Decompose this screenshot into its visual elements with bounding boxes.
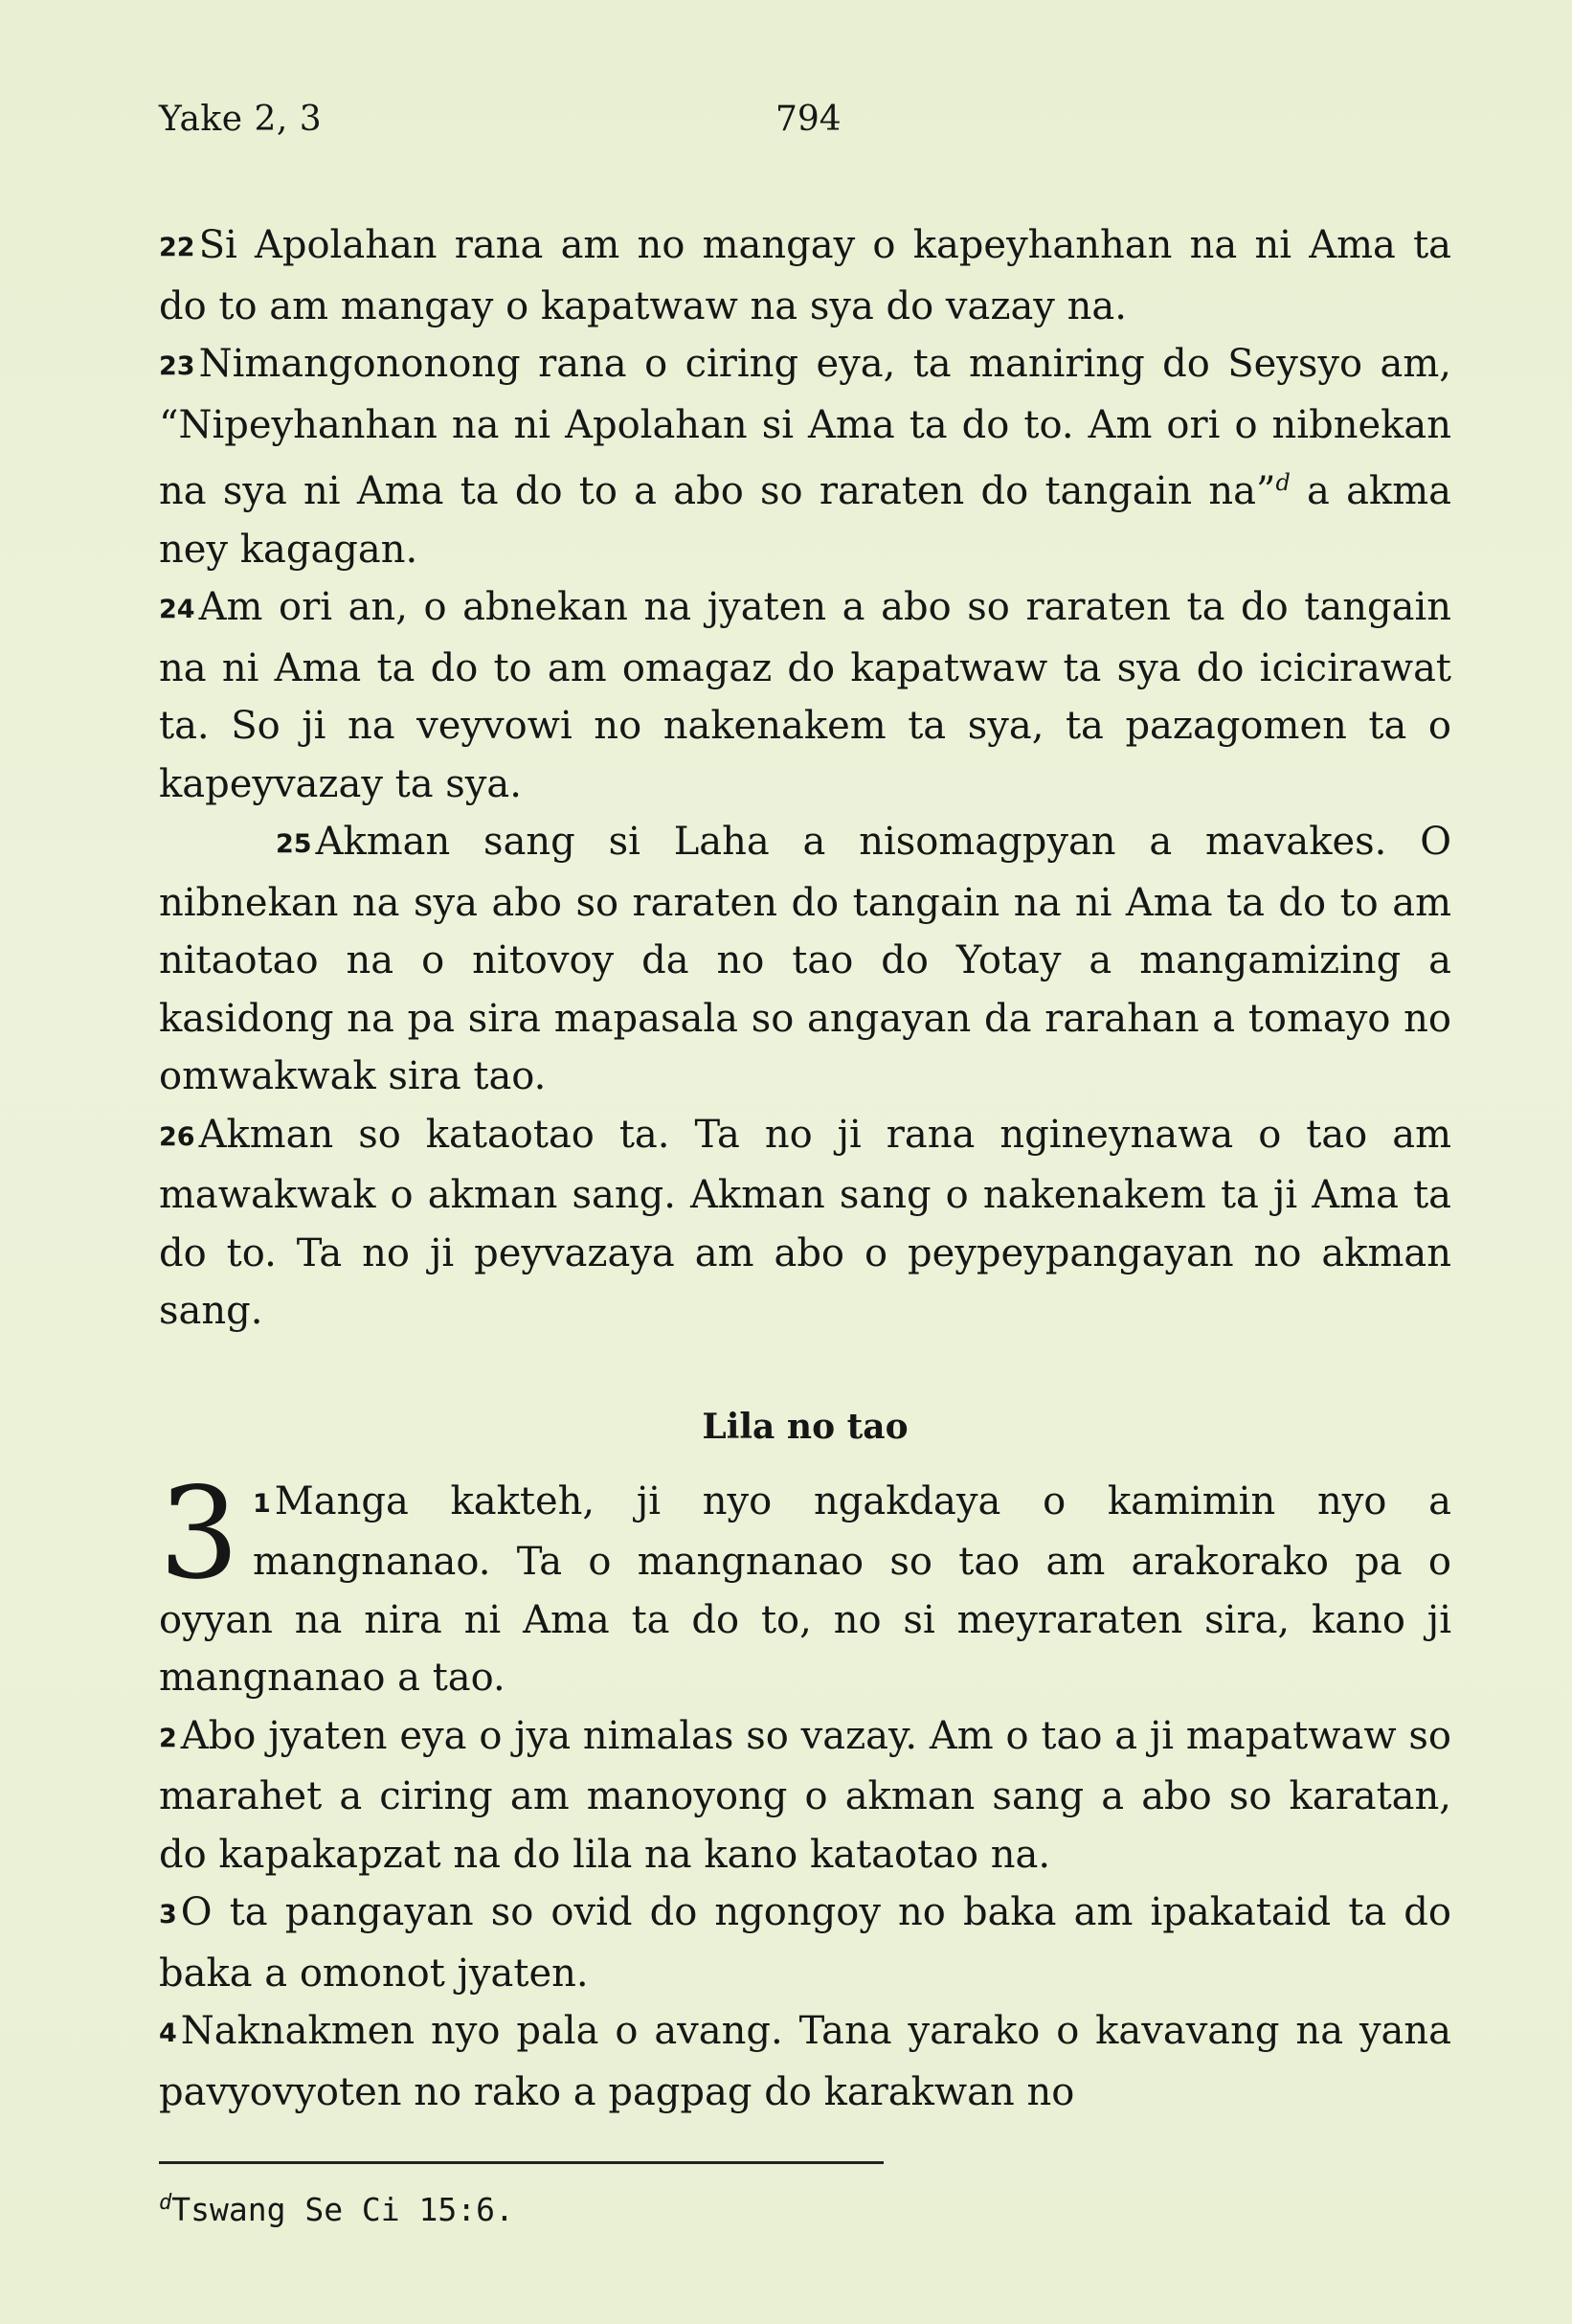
verse-number: 1 [252,1488,271,1519]
verse-number: 26 [159,1121,195,1152]
footnote-divider [159,2161,884,2164]
verse-number: 3 [159,1900,177,1929]
page-number: 794 [775,100,842,139]
verse-text: Am ori an, o abnekan na jyaten a abo so raraten ta do tangain na ni Ama ta do to am omagaz do kapatwaw ta sya do icicirawat ta. So ji na veyvowi no nakenakem ta sya, ta pazagomen ta o kapeyvazay ta sya. [159,585,1451,806]
footnote-marker[interactable]: d [1275,469,1291,496]
verse-text: O ta pangayan so ovid do ngongoy no baka am ipakataid ta do baka a omonot jyaten. [159,1890,1451,1996]
footnote [159,2191,514,2228]
verse-paragraph [159,335,1451,578]
verse-paragraph [159,1106,1451,1341]
chapter-number-dropcap: 3 [159,1459,239,1608]
verse-text: Akman sang si Laha a nisomagpyan a mavakes. O nibnekan na sya abo so raraten do tangain na ni Ama ta do to am nitaotao na o nitovoy da no tao do Yotay a mangamizing a kasidong na pa sira mapasala so angayan da rarahan a tomayo no omwakwak sira tao. [159,820,1451,1098]
verse-number: 25 [276,829,312,859]
verse-text: Nimangononong rana o ciring eya, ta maniring do Seysyo am, “Nipeyhanhan na ni Apolahan si Ama ta do to. Am ori o nibnekan na sya ni Ama ta do to a abo so raraten do tangain na” [159,342,1451,513]
verse-paragraph [159,813,1451,1106]
verse-text: Naknakmen nyo pala o avang. Tana yarako o kavavang na yana pavyovyoten no rako a pagpag do karakwan no [159,2009,1451,2114]
verse-paragraph [159,1707,1451,1884]
verse-number: 23 [159,351,195,381]
footnote-marker: d [159,2191,172,2215]
verse-number: 22 [159,233,195,262]
body-text [159,216,1451,2121]
verse-number: 2 [159,1723,177,1753]
verse-text: Abo jyaten eya o jya nimalas so vazay. Am o tao a ji mapatwaw so marahet a ciring am manoyong o akman sang a abo so karatan, do kapakapzat na do lila na kano kataotao na. [159,1713,1451,1877]
verse-paragraph [159,1884,1451,2002]
verse-number: 24 [159,595,195,624]
running-header-book-ref: Yake 2, 3 [159,100,323,139]
footnote-text: Tswang Se Ci 15:6. [171,2191,514,2228]
verse-number: 4 [159,2019,177,2048]
section-heading: Lila no tao [702,1406,909,1447]
verse-text: Si Apolahan rana am no mangay o kapeyhanhan na ni Ama ta do to am mangay o kapatwaw na sya do vazay na. [159,223,1451,328]
verse-paragraph [159,216,1451,335]
verse-paragraph [159,2002,1451,2121]
verse-text: Akman so kataotao ta. Ta no ji rana ngineynawa o tao am mawakwak o akman sang. Akman sang o nakenakem ta ji Ama ta do to. Ta no ji peyvazaya am abo o peypeypangayan no akman sang. [159,1112,1451,1333]
verse-text: Manga kakteh, ji nyo ngakdaya o kamimin nyo a mangnanao. Ta o mangnanao so tao am arakorako pa o oyyan na nira ni Ama ta do to, no si meyraraten sira, kano ji mangnanao a tao. [159,1478,1451,1700]
verse-paragraph [159,578,1451,813]
chapter-opening-paragraph [159,1459,1451,1707]
verse-text-continued: a akma ney kagagan. [159,469,1452,572]
